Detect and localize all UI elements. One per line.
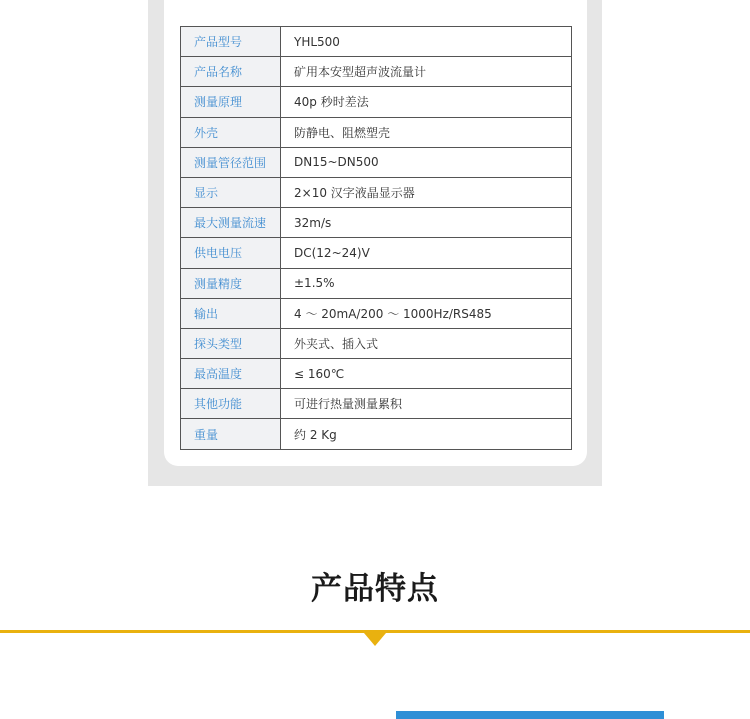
- spec-label: 重量: [181, 419, 281, 449]
- section-title: 产品特点: [311, 571, 439, 607]
- spec-value: 40p 秒时差法: [281, 87, 572, 117]
- table-row: [181, 328, 572, 358]
- table-row: [181, 117, 572, 147]
- spec-label: 最高温度: [181, 359, 281, 389]
- spec-label: 显示: [181, 177, 281, 207]
- spec-value: 2×10 汉字液晶显示器: [281, 177, 572, 207]
- spec-label: 探头类型: [181, 328, 281, 358]
- spec-value: 4 ～ 20mA/200 ～ 1000Hz/RS485: [281, 298, 572, 328]
- spec-label: 测量精度: [181, 268, 281, 298]
- down-arrow-icon: [364, 633, 386, 646]
- spec-value: 外夹式、插入式: [281, 328, 572, 358]
- spec-label: 供电电压: [181, 238, 281, 268]
- table-row: [181, 298, 572, 328]
- table-row: [181, 27, 572, 57]
- spec-label: 其他功能: [181, 389, 281, 419]
- spec-value: 防静电、阻燃塑壳: [281, 117, 572, 147]
- spec-label: 输出: [181, 298, 281, 328]
- table-row: [181, 268, 572, 298]
- spec-value: 矿用本安型超声波流量计: [281, 57, 572, 87]
- spec-value: DC(12~24)V: [281, 238, 572, 268]
- table-row: [181, 177, 572, 207]
- spec-value: 可进行热量测量累积: [281, 389, 572, 419]
- table-row: [181, 238, 572, 268]
- spec-card: [164, 0, 587, 466]
- spec-label: 测量管径范围: [181, 147, 281, 177]
- table-row: [181, 359, 572, 389]
- table-row: [181, 87, 572, 117]
- feature-banner-edge: [396, 711, 664, 719]
- spec-label: 外壳: [181, 117, 281, 147]
- spec-value: ±1.5%: [281, 268, 572, 298]
- spec-table: [180, 26, 572, 450]
- spec-value: 32m/s: [281, 208, 572, 238]
- spec-panel: [148, 0, 602, 486]
- table-row: [181, 57, 572, 87]
- spec-value: YHL500: [281, 27, 572, 57]
- spec-label: 产品型号: [181, 27, 281, 57]
- table-row: [181, 208, 572, 238]
- table-row: [181, 419, 572, 449]
- spec-label: 最大测量流速: [181, 208, 281, 238]
- spec-value: ≤ 160℃: [281, 359, 572, 389]
- table-row: [181, 147, 572, 177]
- table-row: [181, 389, 572, 419]
- spec-label: 产品名称: [181, 57, 281, 87]
- spec-label: 测量原理: [181, 87, 281, 117]
- spec-value: DN15~DN500: [281, 147, 572, 177]
- spec-value: 约 2 Kg: [281, 419, 572, 449]
